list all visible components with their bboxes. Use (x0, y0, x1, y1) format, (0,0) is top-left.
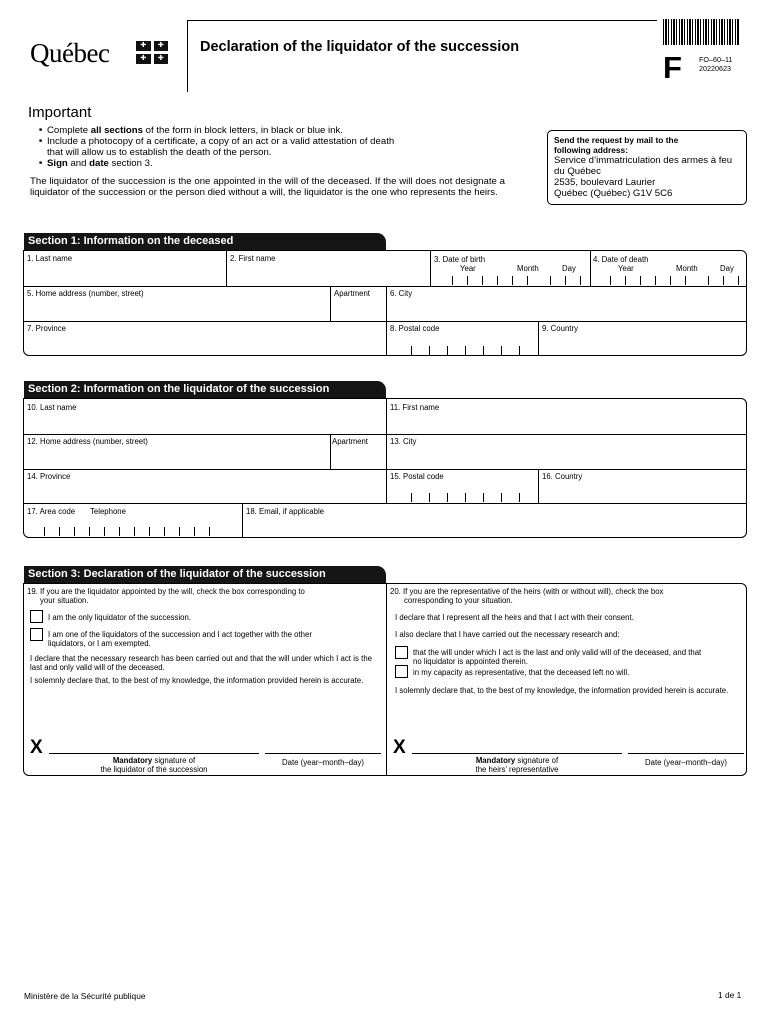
one-of-liquidators-checkbox[interactable] (30, 628, 43, 641)
section-3-header: Section 3: Declaration of the liquidator of the succession (24, 566, 386, 583)
deceased-city-field[interactable] (388, 297, 744, 320)
month-label: Month (676, 264, 698, 273)
also-declare: I also declare that I have carried out the necessary research and: (395, 630, 620, 639)
form-letter: F (663, 50, 682, 85)
last-name-label: 10. Last name (27, 403, 77, 412)
first-name-label: 2. First name (230, 254, 276, 263)
solemn-declaration-left: I solemnly declare that, to the best of my knowledge, the information provided herein is accurate. (30, 676, 364, 685)
liquidator-last-name-field[interactable] (25, 411, 385, 433)
month-label: Month (517, 264, 539, 273)
city-label: 6. City (390, 289, 413, 298)
section-1-box (23, 250, 747, 356)
liquidator-apartment-field[interactable] (332, 445, 385, 468)
country-label: 16. Country (542, 472, 583, 481)
instruction-item: ■ Sign and date section 3. (47, 158, 457, 169)
instructions-list (47, 125, 457, 169)
no-will-label: in my capacity as representative, that the deceased left no will. (413, 668, 630, 677)
date-caption: Date (year–month–day) (282, 758, 364, 767)
postal-code-label: 8. Postal code (390, 324, 440, 333)
form-code (699, 56, 732, 73)
liquidator-city-field[interactable] (388, 445, 744, 468)
mail-line: Québec (Québec) G1V 5C6 (554, 188, 673, 199)
signature-x-right: X (393, 737, 406, 758)
deceased-apartment-field[interactable] (332, 297, 385, 320)
liquidator-first-name-field[interactable] (388, 411, 744, 433)
apartment-label: Apartment (334, 289, 370, 298)
first-name-label: 11. First name (390, 403, 440, 412)
solemn-declaration-right: I solemnly declare that, to the best of my knowledge, the information provided herein is accurate. (395, 686, 729, 695)
liquidator-province-field[interactable] (25, 480, 385, 502)
mail-heading: Send the request by mail to the following address: (554, 135, 679, 155)
date-of-birth-label: 3. Date of birth (434, 255, 486, 264)
liquidator-postal-code-field[interactable] (411, 493, 520, 502)
day-label: Day (562, 264, 576, 273)
area-code-label: 17. Area code (27, 507, 76, 516)
page-title: Declaration of the liquidator of the succession (200, 39, 520, 55)
liquidator-address-field[interactable] (25, 445, 329, 468)
liquidator-email-field[interactable] (244, 515, 744, 537)
mail-line: 2535, boulevard Laurier (554, 177, 656, 188)
liquidator-date-line[interactable] (265, 753, 381, 754)
only-liquidator-checkbox[interactable] (30, 610, 43, 623)
form-code-date: 20220623 (699, 63, 731, 73)
mail-address-box (547, 130, 747, 205)
home-address-label: 5. Home address (number, street) (27, 289, 144, 298)
mail-line: du Québec (554, 166, 601, 177)
deceased-last-name-field[interactable] (25, 261, 225, 285)
form-code-number: FO–60–11 (699, 55, 733, 64)
last-name-label: 1. Last name (27, 254, 73, 263)
date-of-death-field[interactable] (610, 276, 739, 285)
deceased-address-field[interactable] (25, 297, 329, 320)
quebec-logo: Québec (30, 38, 110, 68)
fleur-de-lis-icon: ✚ ✚ ✚ ✚ (136, 41, 168, 63)
deceased-province-field[interactable] (25, 332, 385, 355)
liquidator-signature-caption: Mandatory signature of the liquidator of the succession (100, 756, 208, 774)
year-label: Year (618, 264, 634, 273)
instruction-item: ■ Complete all sections of the form in block letters, in black or blue ink. (47, 125, 457, 136)
province-label: 7. Province (27, 324, 67, 333)
page-number: 1 de 1 (718, 990, 742, 1000)
email-label: 18. Email, if applicable (246, 507, 325, 516)
liquidator-country-field[interactable] (540, 480, 744, 502)
signature-x-left: X (30, 737, 43, 758)
title-frame (187, 20, 657, 92)
section-3-box (23, 583, 747, 776)
deceased-first-name-field[interactable] (228, 261, 428, 285)
liquidator-signature-line[interactable] (49, 753, 259, 754)
year-label: Year (460, 264, 476, 273)
one-of-liquidators-label: I am one of the liquidators of the succession and I act together with the other liquidators, or I am exempted. (48, 630, 312, 648)
only-liquidator-label: I am the only liquidator of the succession. (48, 613, 192, 622)
telephone-label: Telephone (90, 507, 126, 516)
telephone-field[interactable] (44, 527, 210, 536)
last-valid-will-checkbox[interactable] (395, 646, 408, 659)
research-declaration: I declare that the necessary research has been carried out and that the will under which I act is the last and only valid will of the deceased. (30, 654, 372, 672)
intro-paragraph: The liquidator of the succession is the one appointed in the will of the deceased. If the will does not designate a liquidator of the succession or the person died without a will, the liquidator is the one who represents the heirs. (30, 176, 505, 198)
mail-line: Service d’immatriculation des armes à feu (554, 155, 733, 166)
date-caption: Date (year–month–day) (645, 758, 727, 767)
deceased-country-field[interactable] (540, 332, 744, 355)
section-2-box (23, 398, 747, 538)
section-2-header: Section 2: Information on the liquidator of the succession (24, 381, 386, 398)
no-will-checkbox[interactable] (395, 665, 408, 678)
deceased-postal-code-field[interactable] (411, 346, 520, 355)
represent-all-heirs: I declare that I represent all the heirs and that I act with their consent. (395, 613, 634, 622)
footer-ministry: Ministère de la Sécurité publique (24, 991, 146, 1001)
day-label: Day (720, 264, 734, 273)
question-20: 20. If you are the representative of the heirs (with or without will), check the box corresponding to your situation. (390, 587, 664, 605)
question-19: 19. If you are the liquidator appointed by the will, check the box corresponding to your situation. (27, 587, 305, 605)
section-1-header: Section 1: Information on the deceased (24, 233, 386, 250)
province-label: 14. Province (27, 472, 71, 481)
representative-signature-line[interactable] (412, 753, 622, 754)
representative-signature-caption: Mandatory signature of the heirs’ representative (475, 756, 559, 774)
country-label: 9. Country (542, 324, 578, 333)
apartment-label: Apartment (332, 437, 368, 446)
instruction-item: ■ Include a photocopy of a certificate, a copy of an act or a valid attestation of death (47, 136, 457, 147)
barcode-icon (663, 19, 739, 45)
important-heading: Important (28, 104, 92, 121)
last-valid-will-label: that the will under which I act is the last and only valid will of the deceased, and that no liquidator is appointed therein. (413, 648, 702, 666)
city-label: 13. City (390, 437, 417, 446)
instruction-item-cont: that will allow us to establish the death of the person. (47, 147, 272, 158)
postal-code-label: 15. Postal code (390, 472, 444, 481)
representative-date-line[interactable] (628, 753, 744, 754)
date-of-birth-field[interactable] (452, 276, 581, 285)
home-address-label: 12. Home address (number, street) (27, 437, 148, 446)
date-of-death-label: 4. Date of death (593, 255, 649, 264)
